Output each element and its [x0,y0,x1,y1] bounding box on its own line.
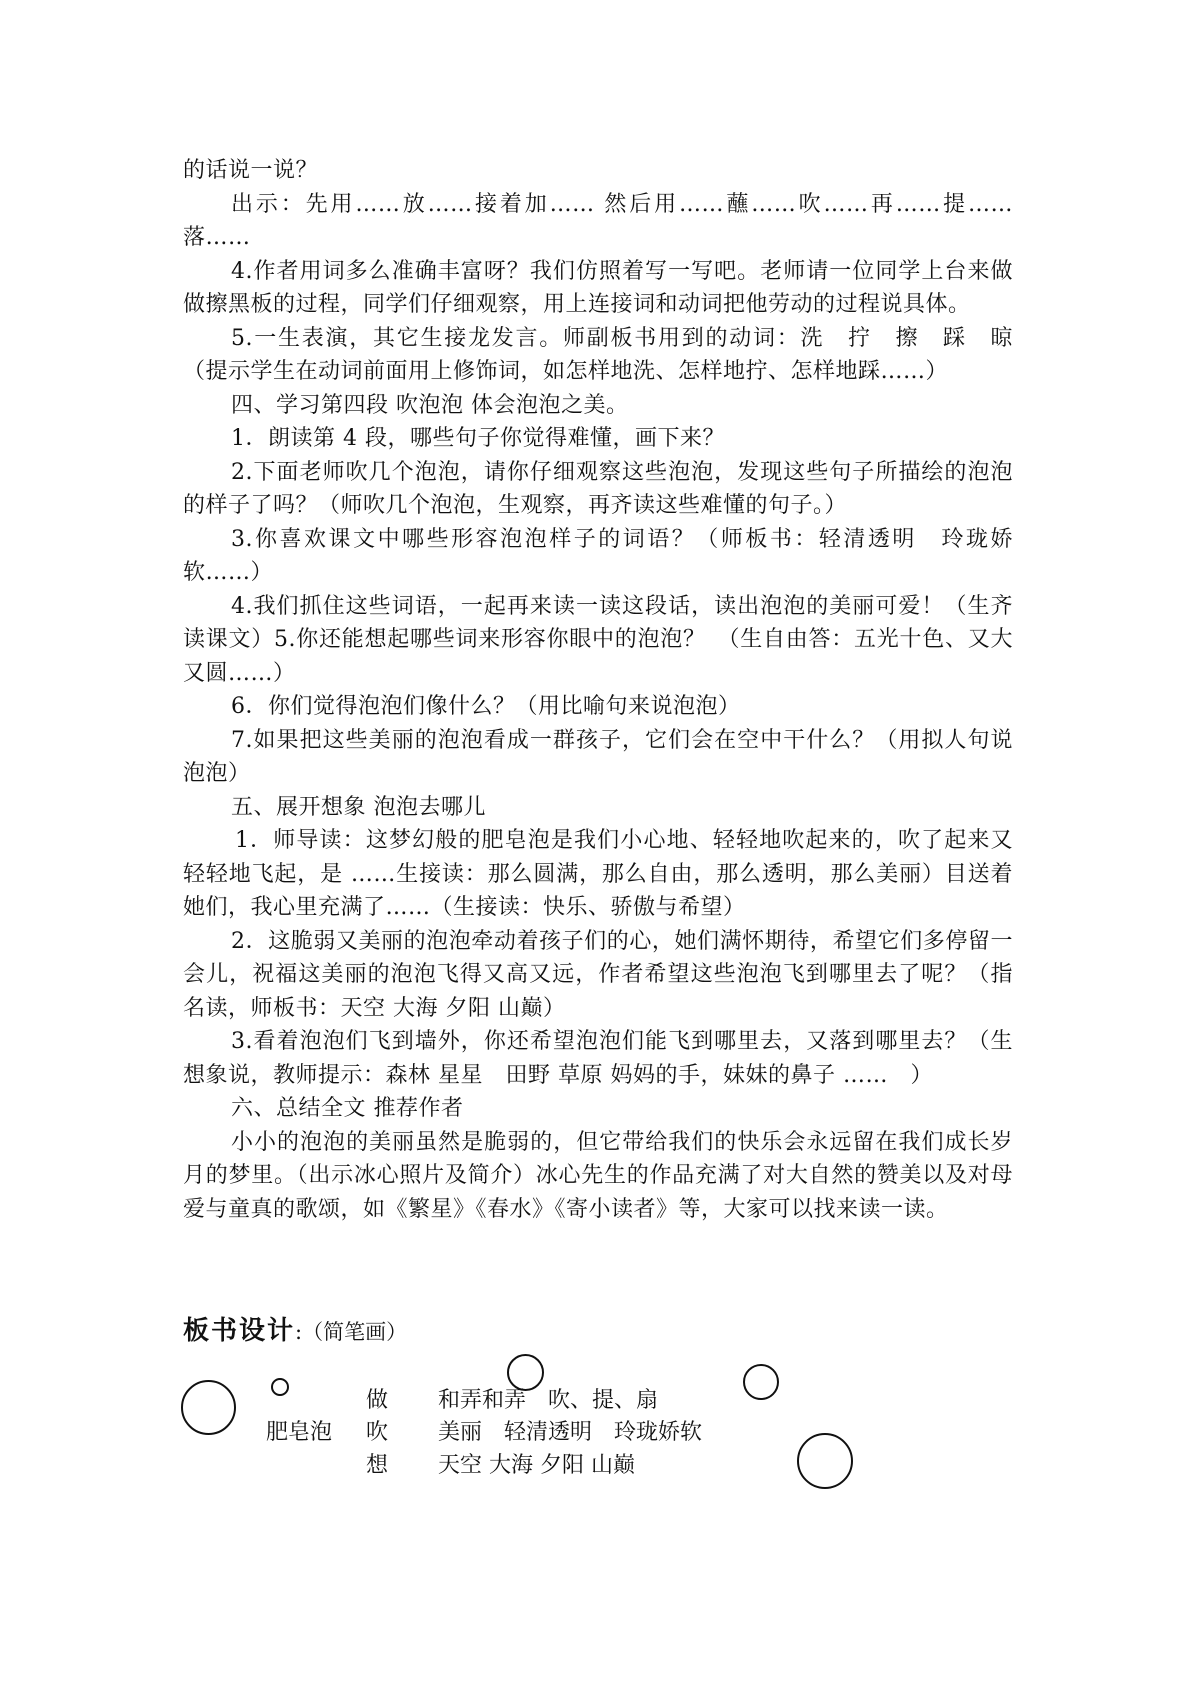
paragraph: 7.如果把这些美丽的泡泡看成一群孩子，它们会在空中干什么？（用拟人句说泡泡） [183,727,1013,786]
board-row-content: 美丽 轻清透明 玲珑娇软 [438,1420,703,1445]
paragraph: 6．你们觉得泡泡们像什么？（用比喻句来说泡泡） [231,694,741,719]
section-heading: 四、学习第四段 吹泡泡 体会泡泡之美。 [231,392,629,418]
paragraph: 出示：先用……放……接着加…… 然后用……蘸……吹……再……提……落…… [183,191,1013,250]
board-row-content: 天空 大海 夕阳 山巅 [438,1453,635,1478]
board-center-word: 肥皂泡 [266,1420,333,1445]
bubble-large-left-icon [181,1380,236,1435]
bubble-right-icon [743,1364,779,1400]
paragraph: 5.一生表演，其它生接龙发言。师副板书用到的动词：洗 拧 擦 踩 晾（提示学生在动词前面用上修饰词，如怎样地洗、怎样地拧、怎样地踩……） [183,325,1013,384]
paragraph: 小小的泡泡的美丽虽然是脆弱的，但它带给我们的快乐会永远留在我们成长岁月的梦里。（出示冰心照片及简介）冰心先生的作品充满了对大自然的赞美以及对母爱与童真的歌颂，如《繁星》《春水》《寄小读者》等，大家可以找来读一读。 [183,1129,1013,1222]
paragraph: 1．朗读第 4 段，哪些句子你觉得难懂，画下来？ [231,426,725,451]
board-heading-note: :（简笔画） [295,1320,408,1344]
paragraph: 3.看着泡泡们飞到墙外，你还希望泡泡们能飞到哪里去，又落到哪里去？（生想象说，教师提示：森林 星星 田野 草原 妈妈的手，妹妹的鼻子 …… ） [183,1029,1013,1088]
paragraph: 3.你喜欢课文中哪些形容泡泡样子的词语？（师板书：轻清透明 玲珑娇软……） [183,526,1013,585]
board-heading-title: 板书设计 [183,1316,296,1346]
bubble-large-right-icon [797,1433,853,1489]
paragraph: 4.我们抓住这些词语，一起再来读一读这段话，读出泡泡的美丽可爱！（生齐读课文）5.你还能想起哪些词来形容你眼中的泡泡？ （生自由答：五光十色、又大又圆……） [183,593,1013,686]
section-heading: 六、总结全文 推荐作者 [231,1096,464,1121]
board-row-content: 和弄和弄 吹、提、扇 [438,1388,659,1413]
board-verb: 吹 [366,1420,389,1445]
board-verb: 想 [366,1453,389,1478]
bubble-small-icon [271,1378,289,1396]
paragraph: 2.下面老师吹几个泡泡，请你仔细观察这些泡泡，发现这些句子所描绘的泡泡的样子了吗？（师吹几个泡泡，生观察，再齐读这些难懂的句子。） [183,459,1013,518]
paragraph: 2．这脆弱又美丽的泡泡牵动着孩子们的心，她们满怀期待，希望它们多停留一会儿，祝福这美丽的泡泡飞得又高又远，作者希望这些泡泡飞到哪里去了呢？（指名读，师板书：天空 大海 夕阳 山巅） [183,928,1013,1021]
paragraph: 的话说一说？ [183,158,319,183]
paragraph: 4.作者用词多么准确丰富呀？我们仿照着写一写吧。老师请一位同学上台来做做擦黑板的过程，同学们仔细观察，用上连接词和动词把他劳动的过程说具体。 [183,258,1013,317]
board-verb: 做 [366,1388,389,1413]
section-heading: 五、展开想象 泡泡去哪儿 [231,794,486,820]
paragraph: 1．师导读：这梦幻般的肥皂泡是我们小心地、轻轻地吹起来的，吹了起来又轻轻地飞起，是 ……生接读：那么圆满，那么自由，那么透明，那么美丽）目送着她们，我心里充满了……（生接读：快乐、骄傲与希望） [183,828,1013,920]
